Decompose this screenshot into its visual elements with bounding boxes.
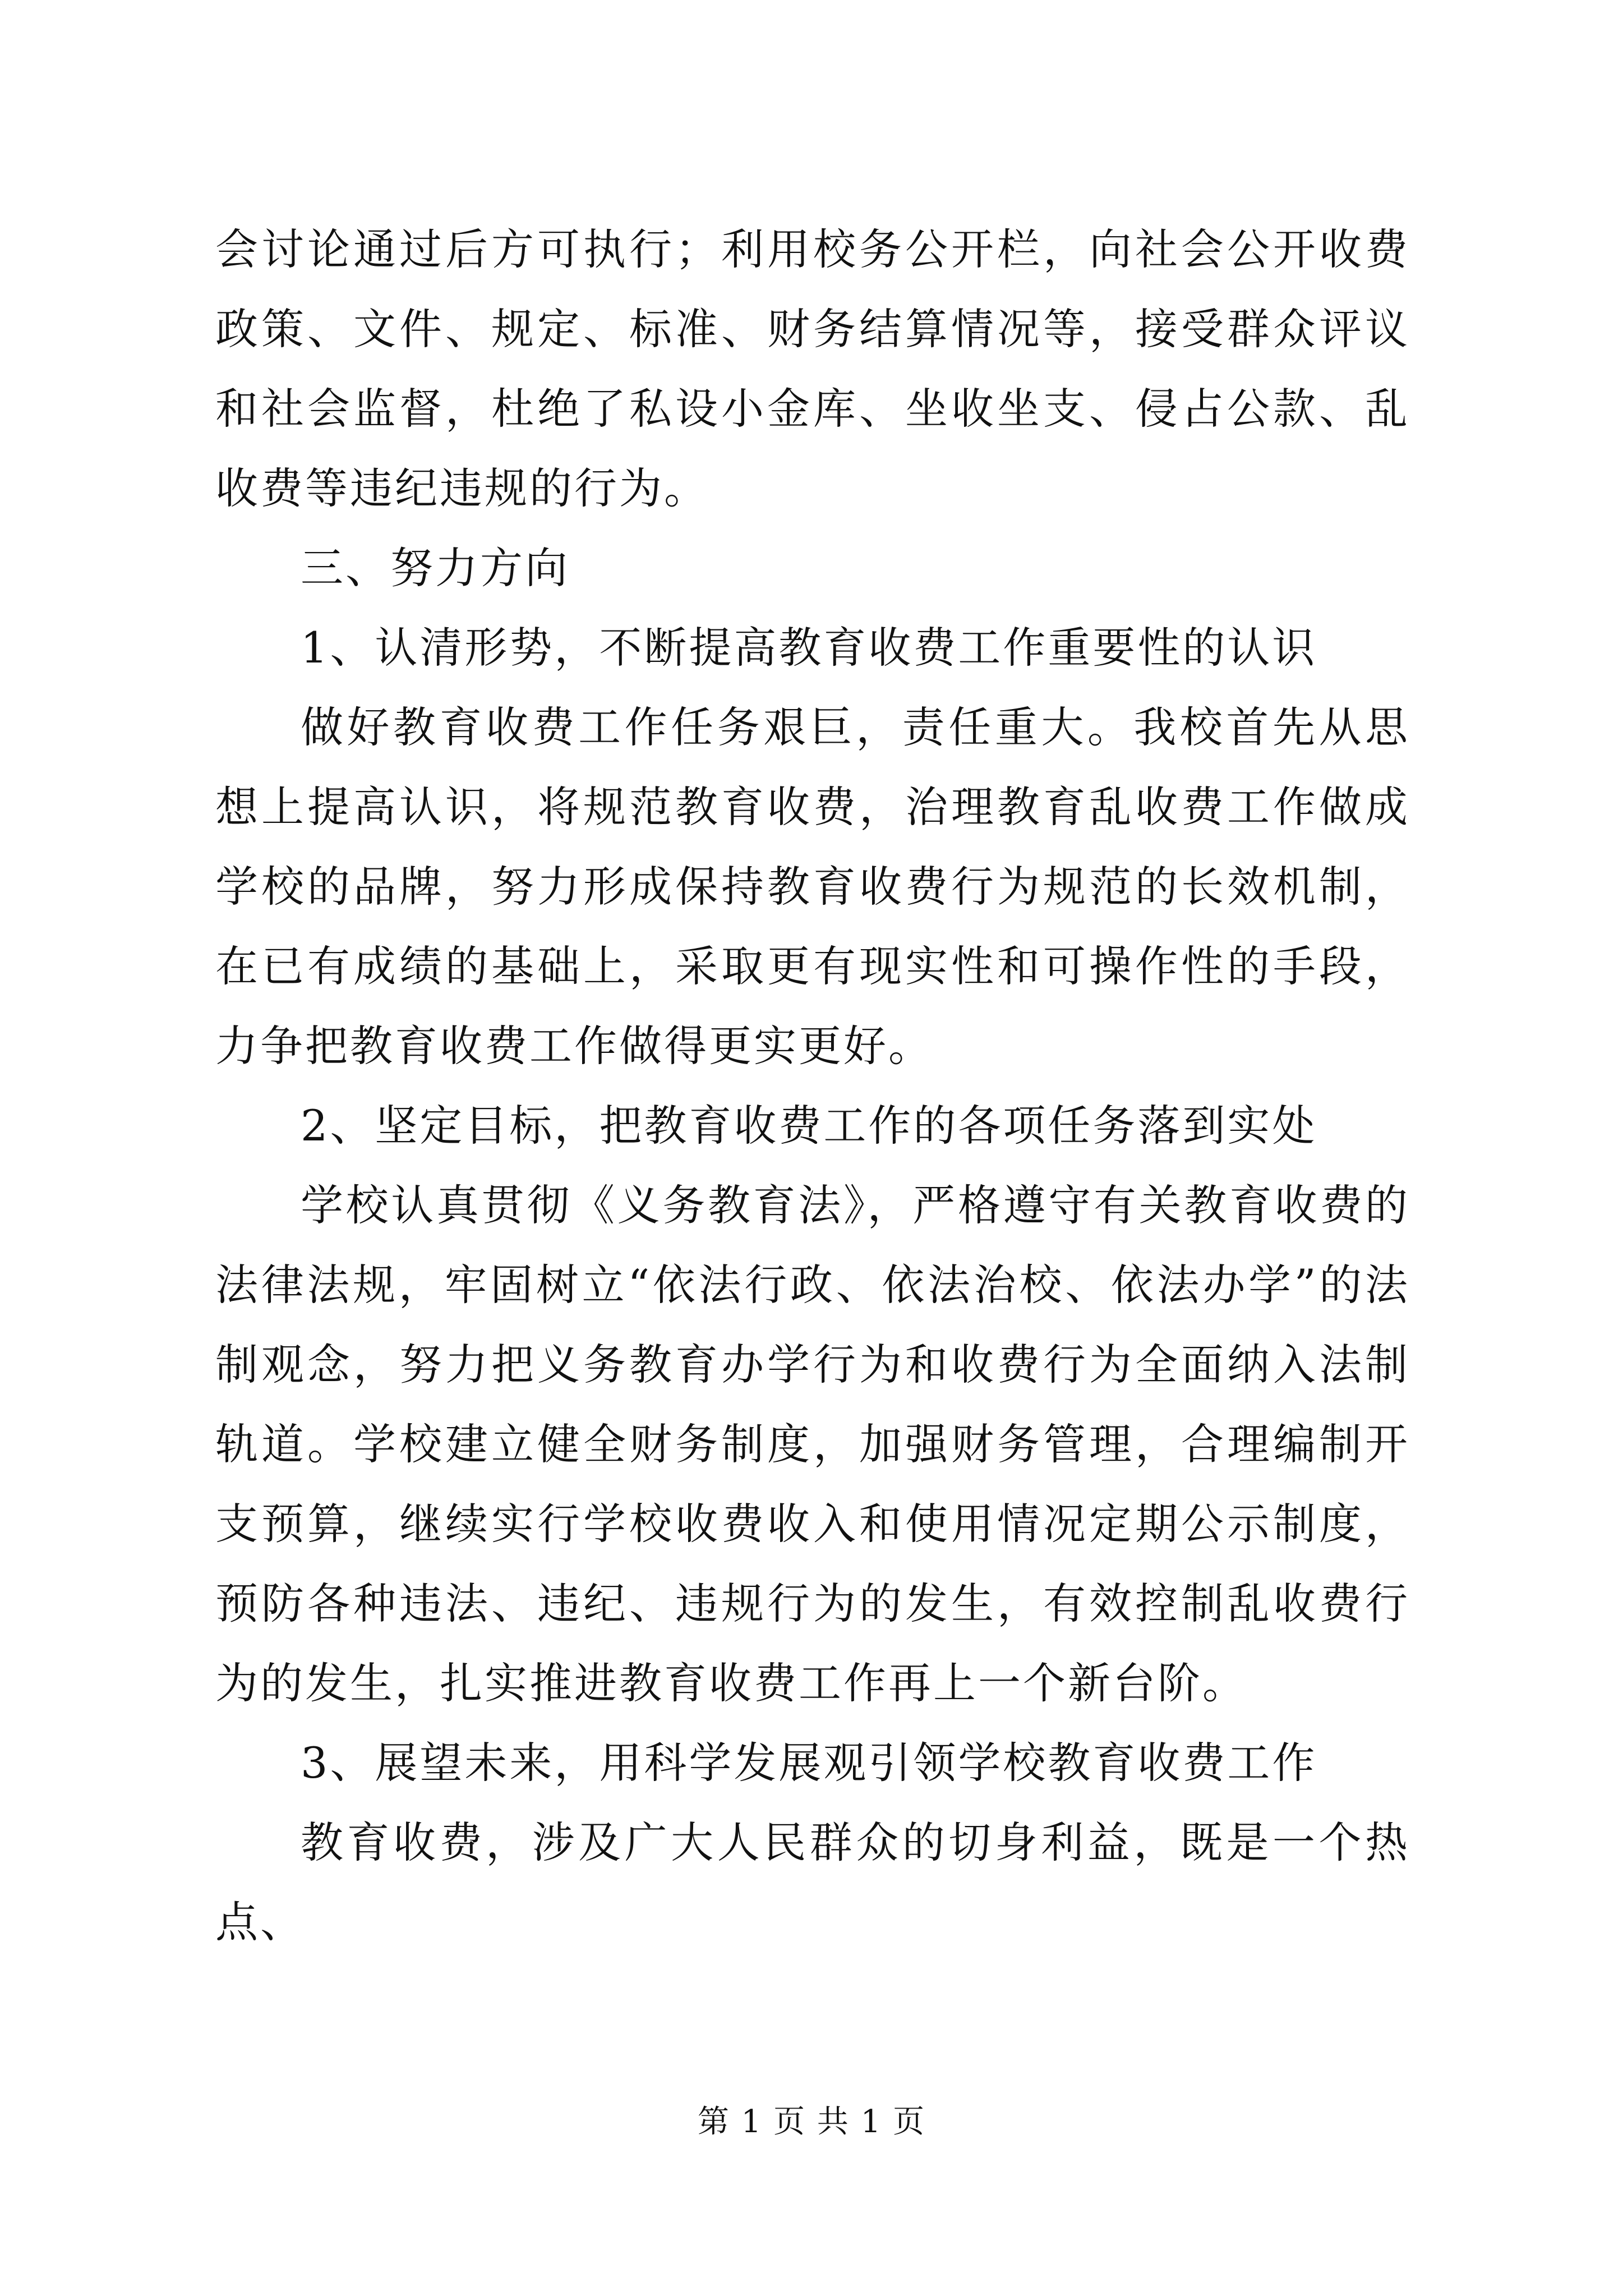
subheading-2: 2、坚定目标，把教育收费工作的各项任务落到实处 bbox=[301, 1101, 1317, 1151]
section-heading-direction: 三、努力方向 bbox=[301, 543, 570, 593]
subheading-1: 1、认清形势，不断提高教育收费工作重要性的认识 bbox=[301, 623, 1317, 673]
paragraph-3: 教育收费，涉及广大人民群众的切身利益，既是一个热点、 bbox=[215, 1818, 1410, 1947]
subheading-3: 3、展望未来，用科学发展观引领学校教育收费工作 bbox=[301, 1738, 1317, 1788]
document-body bbox=[215, 210, 1410, 1962]
paragraph-continuation: 会讨论通过后方可执行；利用校务公开栏，向社会公开收费政策、文件、规定、标准、财务结算情况等，接受群众评议和社会监督，杜绝了私设小金库、坐收坐支、侵占公款、乱收费等违纪违规的行为。 bbox=[215, 224, 1410, 513]
page-number-footer: 第 1 页 共 1 页 bbox=[697, 2104, 926, 2140]
paragraph-2: 学校认真贯彻《义务教育法》，严格遵守有关教育收费的法律法规，牢固树立“依法行政、依法治校、依法办学”的法制观念，努力把义务教育办学行为和收费行为全面纳入法制轨道。学校建立健全财务制度，加强财务管理，合理编制开支预算，继续实行学校收费收入和使用情况定期公示制度，预防各种违法、违纪、违规行为的发生，有效控制乱收费行为的发生，扎实推进教育收费工作再上一个新台阶。 bbox=[215, 1180, 1410, 1708]
paragraph-1: 做好教育收费工作任务艰巨，责任重大。我校首先从思想上提高认识，将规范教育收费，治理教育乱收费工作做成学校的品牌，努力形成保持教育收费行为规范的长效机制，在已有成绩的基础上，采取更有现实性和可操作性的手段，力争把教育收费工作做得更实更好。 bbox=[215, 702, 1410, 1071]
